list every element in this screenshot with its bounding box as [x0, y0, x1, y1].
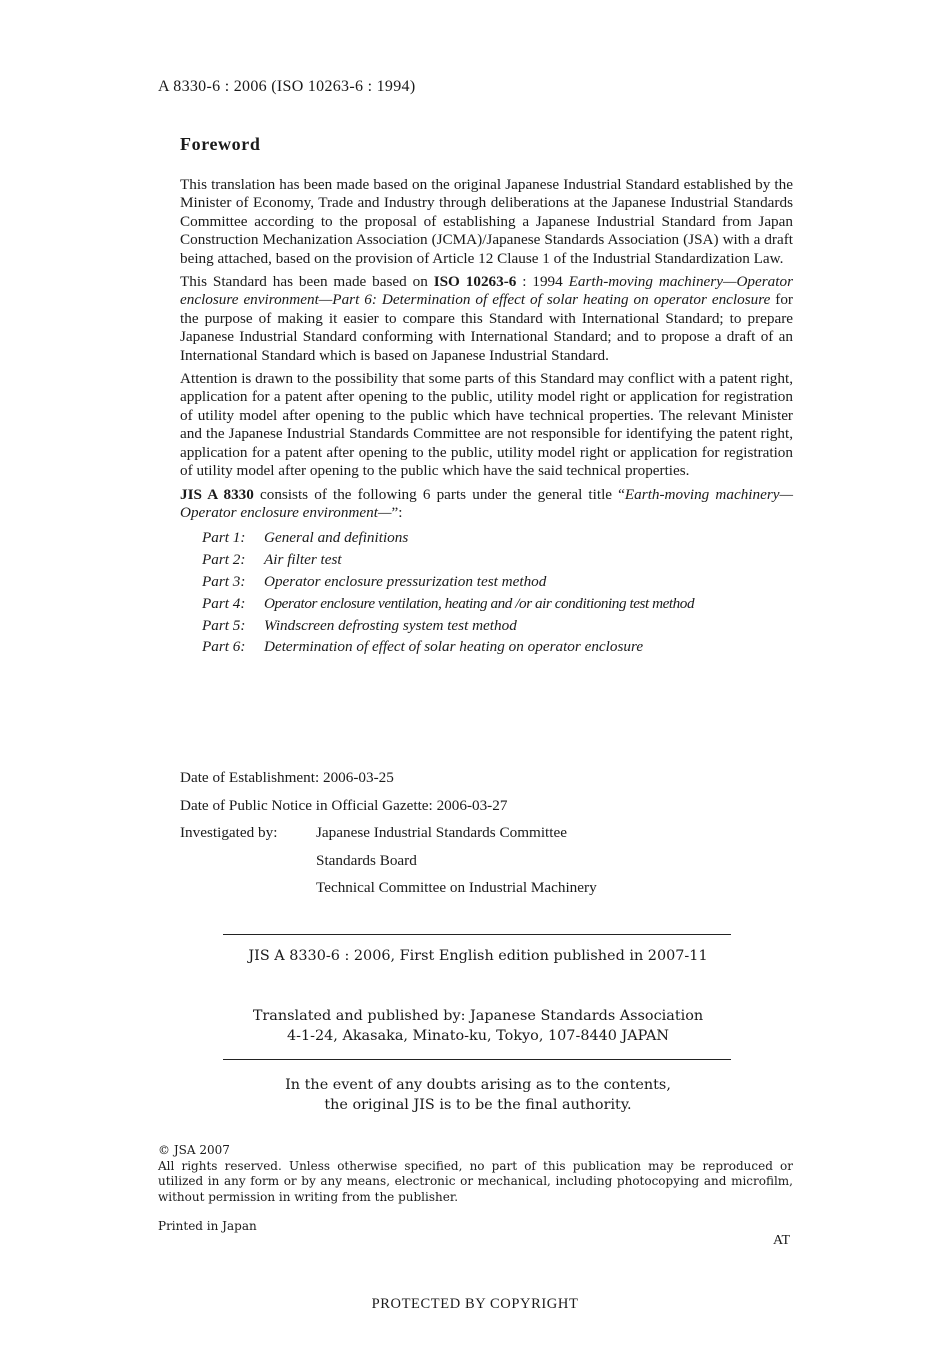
- part-title: Windscreen defrosting system test method: [264, 616, 517, 634]
- standard-metadata: [180, 768, 597, 906]
- list-item: [202, 549, 793, 571]
- part-number: Part 1:: [202, 529, 246, 547]
- iso-title: Earth-moving machinery—Operator enclosure environment—Part 6: Determination of effect of solar heating on operator enclosure: [180, 273, 793, 309]
- list-item: [202, 615, 793, 637]
- publisher-line: Translated and published by: Japanese Standards Association: [252, 1008, 704, 1024]
- investigated-row: [180, 823, 597, 851]
- part-number: Part 4:: [202, 594, 246, 612]
- edition-note: JIS A 8330-6 : 2006, First English edition published in 2007-11: [248, 948, 708, 964]
- copyright-mark: © JSA 2007: [158, 1143, 230, 1157]
- paragraph-patent-notice: Attention is drawn to the possibility that some parts of this Standard may conflict with a patent right, application for a patent after opening to the public, utility model right or application for registration of utility model after opening to the public which have technical properties. The relevant Minister and the Japanese Industrial Standards Committee are not responsible for identifying the patent right, application for a patent after opening to the public, utility model right or application for registration of utility model after opening to the public which have the said technical properties.: [180, 370, 793, 480]
- document-header: A 8330-6 : 2006 (ISO 10263-6 : 1994): [158, 78, 416, 95]
- investigator: Standards Board: [316, 851, 417, 869]
- authority-note-line: the original JIS is to be the final authority.: [324, 1097, 632, 1113]
- foreword-body: [180, 176, 793, 658]
- copyright-footer: PROTECTED BY COPYRIGHT: [371, 1296, 579, 1312]
- notice-date: 2006-03-27: [436, 796, 508, 814]
- investigated-row: [180, 851, 597, 879]
- paragraph-translation-basis: This translation has been made based on the original Japanese Industrial Standard established by the Minister of Economy, Trade and Industry through deliberations at the Japanese Industrial Standards Committee according to the proposal of establishing a Japanese Industrial Standard from Japan Construction Mechanization Association (JCMA)/Japanese Standards Association (JSA) with a draft being attached, based on the provision of Article 12 Clause 1 of the Industrial Standardization Law.: [180, 176, 793, 267]
- investigated-row: [180, 878, 597, 906]
- list-item: [202, 527, 793, 549]
- list-item: [202, 593, 793, 615]
- general-title: Earth-moving machinery—Operator enclosure environment—: [180, 485, 793, 521]
- establishment-date: 2006-03-25: [322, 769, 394, 786]
- list-item: [202, 571, 793, 593]
- paragraph-iso-basis: [180, 273, 793, 365]
- part-title: Operator enclosure pressurization test method: [264, 572, 547, 590]
- part-number: Part 6:: [202, 638, 246, 656]
- part-number: Part 3:: [202, 572, 246, 590]
- parts-list: [202, 527, 793, 658]
- text-segment: ”:: [391, 503, 403, 521]
- authority-note-line: In the event of any doubts arising as to the contents,: [285, 1077, 671, 1093]
- list-item: [202, 636, 793, 658]
- investigator: Japanese Industrial Standards Committee: [316, 824, 567, 841]
- printed-in: Printed in Japan: [158, 1219, 257, 1233]
- paragraph-parts-intro: [180, 486, 793, 523]
- text-segment: consists of the following 6 parts under the general title “: [253, 485, 625, 503]
- divider: [223, 1059, 731, 1060]
- establishment-label: Date of Establishment:: [180, 769, 320, 786]
- investigated-label: Investigated by:: [180, 824, 278, 841]
- publisher-address: 4-1-24, Akasaka, Minato-ku, Tokyo, 107-8440 JAPAN: [286, 1028, 670, 1044]
- text-segment: This Standard has been made based on: [180, 273, 434, 291]
- establishment-row: [180, 768, 597, 796]
- part-title: General and definitions: [264, 529, 409, 547]
- iso-year: : 1994: [516, 273, 569, 291]
- part-number: Part 5:: [202, 616, 246, 634]
- notice-label: Date of Public Notice in Official Gazette:: [180, 796, 433, 814]
- notice-row: [180, 796, 597, 824]
- divider: [223, 934, 731, 935]
- iso-reference: ISO 10263-6: [433, 273, 517, 291]
- part-title: Determination of effect of solar heating on operator enclosure: [264, 638, 644, 656]
- part-number: Part 2:: [202, 551, 246, 569]
- page-code: AT: [773, 1233, 791, 1248]
- part-title: Air filter test: [264, 551, 342, 569]
- text-segment: for the purpose of making it easier to compare this Standard with International Standard; to prepare Japanese Industrial Standard conforming with International Standard; and to propose a draft of an International Standard which is based on Japanese Industrial Standard.: [180, 291, 793, 364]
- copyright-block: [158, 1143, 793, 1205]
- section-title: Foreword: [180, 134, 261, 154]
- part-title: Operator enclosure ventilation, heating and /or air conditioning test method: [264, 594, 695, 612]
- jis-reference: JIS A 8330: [180, 485, 254, 503]
- copyright-text: All rights reserved. Unless otherwise specified, no part of this publication may be reproduced or utilized in any form or by any means, electronic or mechanical, including photocopying and microfilm, without permission in writing from the publisher.: [158, 1158, 793, 1204]
- investigator: Technical Committee on Industrial Machinery: [316, 879, 597, 896]
